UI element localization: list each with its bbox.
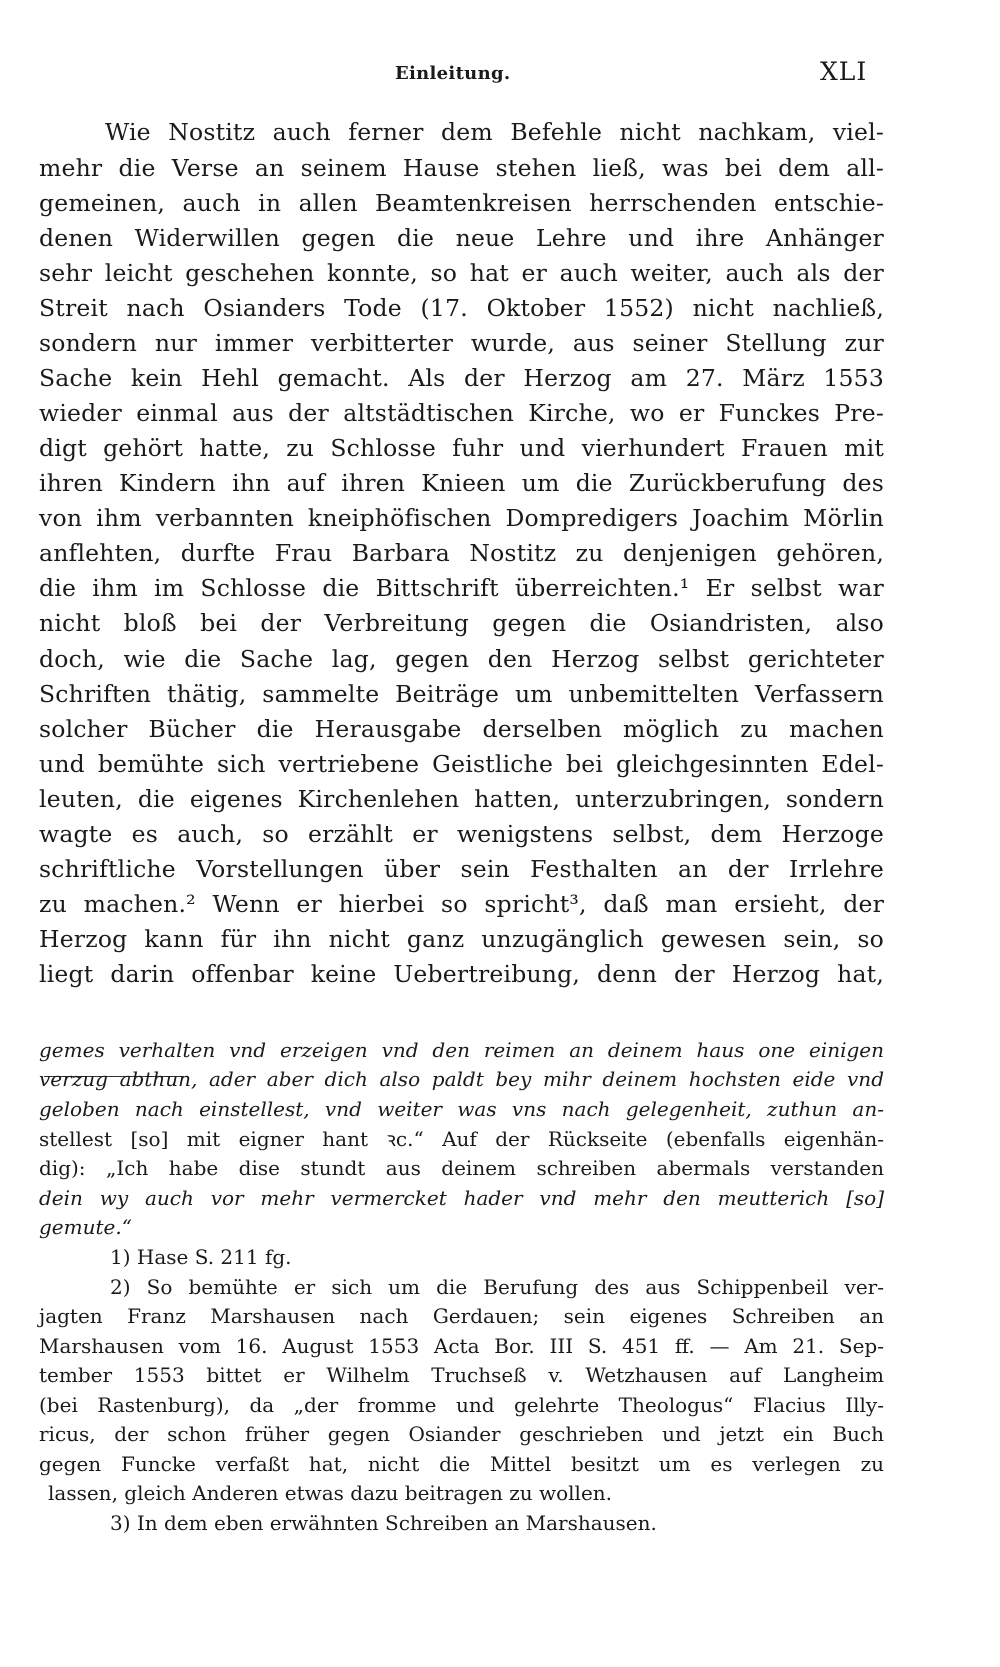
continued-note-line: dein wy auch vor mehr vermercket hader vnd mehr den meutterich [so] [39, 1186, 884, 1210]
footnote-2-line: tember 1553 bittet er Wilhelm Truchseß v. Wetzhausen auf Langheim [39, 1363, 884, 1387]
footnote-2-line: (bei Rastenburg), da „der fromme und gelehrte Theologus“ Flacius Illy- [39, 1393, 884, 1417]
main-text-line: mehr die Verse an seinem Hause stehen ließ, was bei dem all- [39, 154, 884, 182]
footnote-3: 3) In dem eben erwähnten Schreiben an Marshausen. [110, 1511, 657, 1535]
footnote-2-line: lassen, gleich Anderen etwas dazu beitragen zu wollen. [48, 1481, 613, 1505]
main-text-line: Wie Nostitz auch ferner dem Befehle nicht nachkam, viel- [105, 118, 884, 146]
continued-note-line: gemute.“ [39, 1215, 132, 1239]
main-text-line: sondern nur immer verbitterter wurde, aus seiner Stellung zur [39, 329, 884, 357]
main-text-line: und bemühte sich vertriebene Geistliche bei gleichgesinnten Edel- [39, 750, 884, 778]
continued-note-line: verzug abthun, ader aber dich also paldt bey mihr deinem hochsten eide vnd [39, 1067, 884, 1091]
main-text-line: Schriften thätig, sammelte Beiträge um unbemittelten Verfassern [39, 680, 884, 708]
main-text-line: solcher Bücher die Herausgabe derselben möglich zu machen [39, 715, 884, 743]
page-number: XLI [820, 57, 868, 86]
continued-note-line: geloben nach einstellest, vnd weiter was vns nach gelegenheit, zuthun an- [39, 1097, 884, 1121]
main-text-line: Streit nach Osianders Tode (17. Oktober 1552) nicht nachließ, [39, 294, 884, 322]
main-text-line: gemeinen, auch in allen Beamtenkreisen herrschenden entschie- [39, 189, 884, 217]
main-text-line: doch, wie die Sache lag, gegen den Herzog selbst gerichteter [39, 645, 884, 673]
continued-note-line: stellest [so] mit eigner hant ꝛc.“ Auf der Rückseite (ebenfalls eigenhän- [39, 1127, 884, 1151]
main-text-line: nicht bloß bei der Verbreitung gegen die Osiandristen, also [39, 609, 884, 637]
footnote-2-line: jagten Franz Marshausen nach Gerdauen; sein eigenes Schreiben an [39, 1304, 884, 1328]
main-text-line: ihren Kindern ihn auf ihren Knieen um die Zurückberufung des [39, 469, 884, 497]
footnote-2-line: Marshausen vom 16. August 1553 Acta Bor. III S. 451 ff. — Am 21. Sep- [39, 1334, 884, 1358]
main-text-line: von ihm verbannten kneiphöfischen Dompredigers Joachim Mörlin [39, 504, 884, 532]
main-text-line: wagte es auch, so erzählt er wenigstens selbst, dem Herzoge [39, 820, 884, 848]
main-text-line: liegt darin offenbar keine Uebertreibung, denn der Herzog hat, [39, 960, 884, 988]
main-text-line: zu machen.² Wenn er hierbei so spricht³, daß man ersieht, der [39, 890, 884, 918]
footnote-2-line: 2) So bemühte er sich um die Berufung des aus Schippenbeil ver- [110, 1275, 884, 1299]
main-text-line: anflehten, durfte Frau Barbara Nostitz zu denjenigen gehören, [39, 539, 884, 567]
main-text-line: sehr leicht geschehen konnte, so hat er auch weiter, auch als der [39, 259, 884, 287]
main-text-line: schriftliche Vorstellungen über sein Festhalten an der Irrlehre [39, 855, 884, 883]
main-text-line: wieder einmal aus der altstädtischen Kirche, wo er Funckes Pre- [39, 399, 884, 427]
main-text-line: Sache kein Hehl gemacht. Als der Herzog am 27. März 1553 [39, 364, 884, 392]
main-text-line: die ihm im Schlosse die Bittschrift überreichten.¹ Er selbst war [39, 574, 884, 602]
main-text-line: denen Widerwillen gegen die neue Lehre und ihre Anhänger [39, 224, 884, 252]
footnote-1: 1) Hase S. 211 fg. [110, 1245, 292, 1269]
main-text-line: Herzog kann für ihn nicht ganz unzugänglich gewesen sein, so [39, 925, 884, 953]
continued-note-line: gemes verhalten vnd erzeigen vnd den reimen an deinem haus one einigen [39, 1038, 884, 1062]
main-text-line: leuten, die eigenes Kirchenlehen hatten, unterzubringen, sondern [39, 785, 884, 813]
footnote-2-line: ricus, der schon früher gegen Osiander geschrieben und jetzt ein Buch [39, 1422, 884, 1446]
running-title: Einleitung. [395, 63, 511, 84]
footnote-2-line: gegen Funcke verfaßt hat, nicht die Mittel besitzt um es verlegen zu [39, 1452, 884, 1476]
continued-note-line: dig): „Ich habe dise stundt aus deinem schreiben abermals verstanden [39, 1156, 884, 1180]
main-text-line: digt gehört hatte, zu Schlosse fuhr und vierhundert Frauen mit [39, 434, 884, 462]
